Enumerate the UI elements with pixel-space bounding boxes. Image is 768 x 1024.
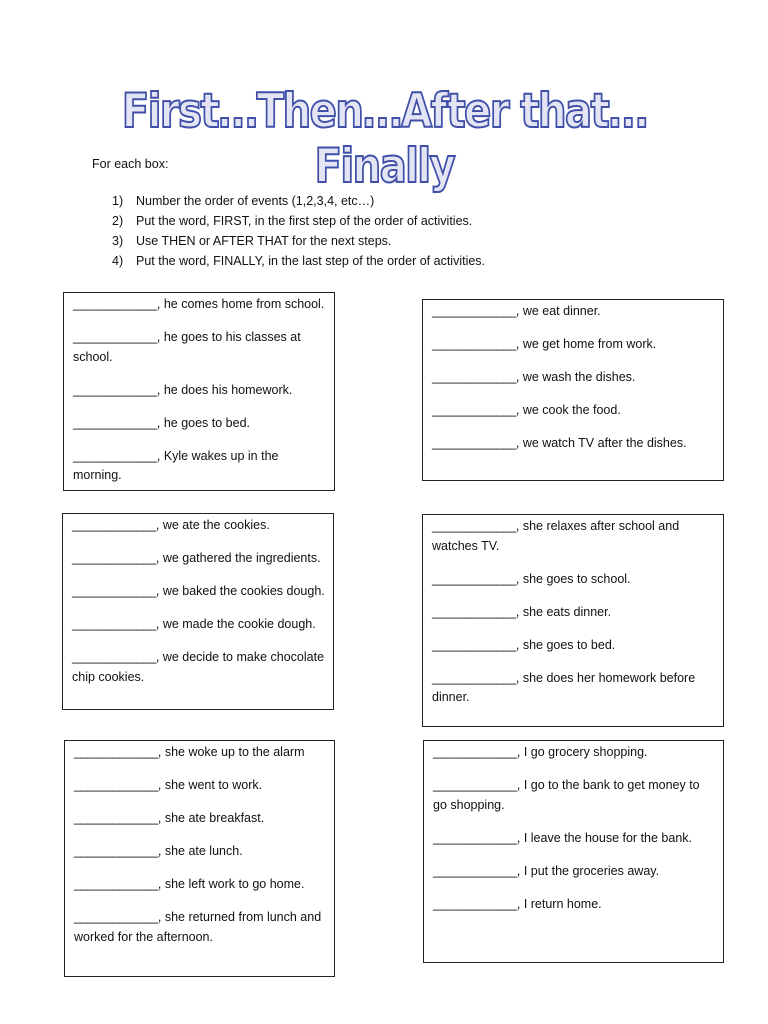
sequence-item <box>432 335 715 355</box>
sequence-item <box>72 549 325 569</box>
event-text: , he goes to bed. <box>156 415 251 430</box>
answer-blank[interactable]: _____________ <box>432 370 516 384</box>
instruction-text: Put the word, FIRST, in the first step of the order of activities. <box>136 214 473 228</box>
answer-blank[interactable]: _____________ <box>72 551 156 565</box>
event-text: , she goes to bed. <box>515 637 616 652</box>
event-text: , we gathered the ingredients. <box>155 551 321 565</box>
event-text: , she left work to go home. <box>157 877 305 891</box>
answer-blank[interactable]: _____________ <box>433 863 517 878</box>
sequence-item <box>72 582 325 602</box>
sequence-item <box>433 743 715 763</box>
answer-blank[interactable]: _____________ <box>432 436 516 450</box>
event-text: , I go grocery shopping. <box>516 745 648 759</box>
sequence-item <box>433 895 715 915</box>
answer-blank[interactable]: _____________ <box>73 415 157 430</box>
sequence-item <box>432 401 715 421</box>
answer-blank[interactable]: _____________ <box>74 844 158 858</box>
answer-blank[interactable]: _____________ <box>433 830 517 845</box>
instruction-number: 4) <box>112 254 124 268</box>
sequence-item <box>72 648 325 687</box>
answer-blank[interactable]: _____________ <box>72 518 156 532</box>
worksheet-title: First…Then…After that…Finally <box>121 84 647 194</box>
instruction-item <box>112 211 485 231</box>
instruction-text: Number the order of events (1,2,3,4, etc…) <box>136 194 375 208</box>
event-text: , we get home from work. <box>515 337 657 351</box>
instruction-text: Use THEN or AFTER THAT for the next steps. <box>136 234 392 248</box>
event-text: , we decide to make chocolate chip cookies. <box>72 650 325 684</box>
instruction-number: 1) <box>112 194 124 208</box>
sequence-item <box>73 295 326 315</box>
answer-blank[interactable]: _____________ <box>74 778 158 792</box>
sequence-box-1 <box>63 292 335 491</box>
sequence-item <box>432 636 715 656</box>
answer-blank[interactable]: _____________ <box>432 571 516 586</box>
answer-blank[interactable]: _____________ <box>433 896 517 911</box>
answer-blank[interactable]: _____________ <box>73 330 157 344</box>
event-text: , she relaxes after school and watches TV. <box>432 519 680 553</box>
answer-blank[interactable]: _____________ <box>74 811 158 825</box>
answer-blank[interactable]: _____________ <box>73 448 157 463</box>
event-text: , Kyle wakes up in the morning. <box>73 448 279 482</box>
event-text: , we eat dinner. <box>515 304 601 318</box>
sequence-item <box>74 743 326 763</box>
sequence-item <box>72 615 325 635</box>
event-text: , she eats dinner. <box>515 604 612 619</box>
event-text: , we cook the food. <box>515 403 621 417</box>
event-text: , we watch TV after the dishes. <box>515 436 687 450</box>
instruction-number: 3) <box>112 234 124 248</box>
instructions-list <box>112 191 485 271</box>
event-text: , he goes to his classes at school. <box>73 330 301 364</box>
event-text: , I put the groceries away. <box>516 863 660 878</box>
event-text: , I go to the bank to get money to go shopping. <box>433 778 700 812</box>
sequence-box-6 <box>423 740 724 963</box>
sequence-item <box>73 328 326 367</box>
event-text: , she goes to school. <box>515 571 631 586</box>
event-text: , I return home. <box>516 896 602 911</box>
answer-blank[interactable]: _____________ <box>73 297 157 311</box>
answer-blank[interactable]: _____________ <box>73 382 157 397</box>
event-text: , she returned from lunch and worked for the afternoon. <box>74 910 322 944</box>
answer-blank[interactable]: _____________ <box>72 584 156 598</box>
answer-blank[interactable]: _____________ <box>72 617 156 631</box>
sequence-item <box>74 875 326 895</box>
event-text: , she woke up to the alarm <box>157 745 305 759</box>
event-text: , she does her homework before dinner. <box>432 670 696 704</box>
instruction-item <box>112 191 485 211</box>
sequence-item <box>432 434 715 454</box>
event-text: , she went to work. <box>157 778 263 792</box>
answer-blank[interactable]: _____________ <box>432 637 516 652</box>
answer-blank[interactable]: _____________ <box>72 650 156 664</box>
intro-text: For each box: <box>92 157 169 171</box>
event-text: , we wash the dishes. <box>515 370 636 384</box>
event-text: , we ate the cookies. <box>155 518 270 532</box>
sequence-box-5 <box>64 740 335 977</box>
answer-blank[interactable]: _____________ <box>74 745 158 759</box>
sequence-box-3 <box>62 513 334 710</box>
answer-blank[interactable]: _____________ <box>432 337 516 351</box>
sequence-item <box>433 862 715 882</box>
event-text: , she ate lunch. <box>157 844 243 858</box>
event-text: , I leave the house for the bank. <box>516 830 692 845</box>
instruction-text: Put the word, FINALLY, in the last step of the order of activities. <box>136 254 486 268</box>
answer-blank[interactable]: _____________ <box>74 910 158 924</box>
instruction-item <box>112 231 485 251</box>
sequence-item <box>74 908 326 947</box>
sequence-item <box>433 776 715 815</box>
sequence-item <box>72 516 325 536</box>
answer-blank[interactable]: _____________ <box>432 519 516 533</box>
sequence-box-2 <box>422 299 724 481</box>
answer-blank[interactable]: _____________ <box>74 877 158 891</box>
sequence-item <box>74 809 326 829</box>
sequence-item <box>73 381 326 401</box>
sequence-item <box>432 517 715 556</box>
answer-blank[interactable]: _____________ <box>433 745 517 759</box>
answer-blank[interactable]: _____________ <box>432 403 516 417</box>
sequence-item <box>432 302 715 322</box>
sequence-item <box>432 669 715 708</box>
answer-blank[interactable]: _____________ <box>432 304 516 318</box>
instruction-item <box>112 251 485 271</box>
sequence-item <box>432 570 715 590</box>
sequence-item <box>74 776 326 796</box>
event-text: , she ate breakfast. <box>157 811 265 825</box>
event-text: , we baked the cookies dough. <box>155 584 325 598</box>
answer-blank[interactable]: _____________ <box>432 604 516 619</box>
answer-blank[interactable]: _____________ <box>432 670 516 685</box>
sequence-item <box>433 829 715 849</box>
instruction-number: 2) <box>112 214 124 228</box>
sequence-item <box>73 447 326 486</box>
sequence-item <box>432 603 715 623</box>
event-text: , he does his homework. <box>156 382 293 397</box>
sequence-item <box>74 842 326 862</box>
sequence-box-4 <box>422 514 724 727</box>
answer-blank[interactable]: _____________ <box>433 778 517 792</box>
event-text: , he comes home from school. <box>156 297 325 311</box>
event-text: , we made the cookie dough. <box>155 617 316 631</box>
sequence-item <box>73 414 326 434</box>
sequence-item <box>432 368 715 388</box>
